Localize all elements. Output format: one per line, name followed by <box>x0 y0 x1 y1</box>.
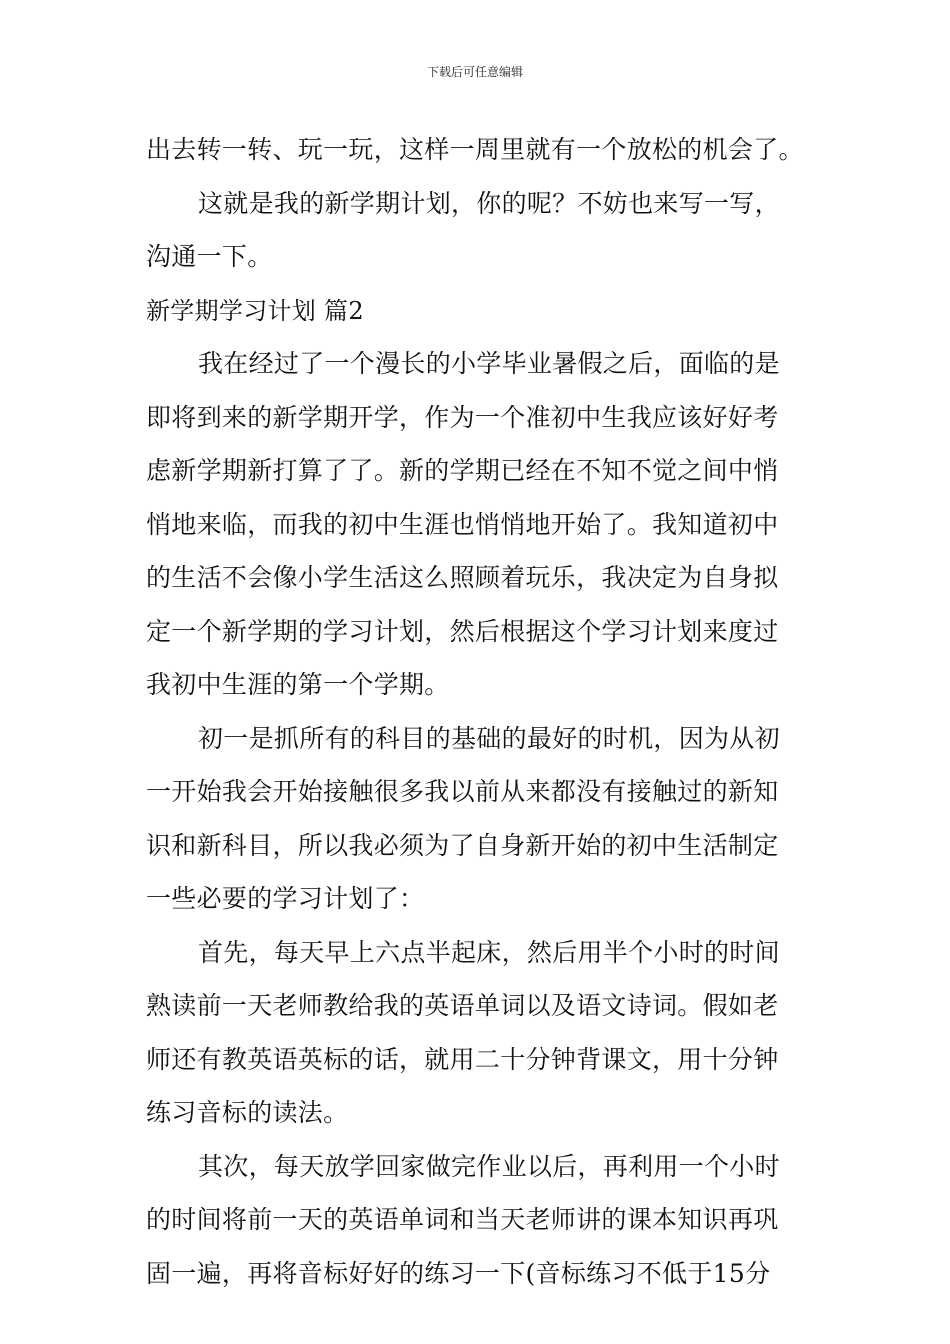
text-line: 练习音标的读法。 <box>146 1098 349 1127</box>
page-header: 下载后可任意编辑 <box>426 65 523 79</box>
text-line: 虑新学期新打算了了。新的学期已经在不知不觉之间中悄 <box>146 456 779 485</box>
text-line: 我在经过了一个漫长的小学毕业暑假之后，面临的是 <box>198 349 780 378</box>
document-body <box>146 126 810 1303</box>
text-line: 师还有教英语英标的话，就用二十分钟背课文，用十分钟 <box>146 1044 779 1074</box>
text-line: 熟读前一天老师教给我的英语单词以及语文诗词。假如老 <box>146 991 779 1020</box>
text-line: 固一遍，再将音标好好的练习一下(音标练习不低于15分 <box>146 1258 771 1288</box>
text-line: 首先，每天早上六点半起床，然后用半个小时的时间 <box>198 937 780 967</box>
text-line: 的生活不会像小学生活这么照顾着玩乐，我决定为自身拟 <box>146 563 779 592</box>
text-line: 即将到来的新学期开学，作为一个准初中生我应该好好考 <box>146 402 779 432</box>
text-line: 其次，每天放学回家做完作业以后，再利用一个小时 <box>198 1151 780 1181</box>
section-heading: 新学期学习计划 篇2 <box>146 296 364 325</box>
text-line: 定一个新学期的学习计划，然后根据这个学习计划来度过 <box>146 616 779 646</box>
text-line: 一些必要的学习计划了： <box>146 884 425 913</box>
text-line: 的时间将前一天的英语单词和当天老师讲的课本知识再巩 <box>146 1205 779 1234</box>
text-line: 出去转一转、玩一玩，这样一周里就有一个放松的机会了。 <box>146 135 804 164</box>
text-line: 识和新科目，所以我必须为了自身新开始的初中生活制定 <box>146 830 779 860</box>
text-line: 我初中生涯的第一个学期。 <box>146 670 450 699</box>
text-line: 初一是抓所有的科目的基础的最好的时机，因为从初 <box>198 723 780 753</box>
text-line: 这就是我的新学期计划，你的呢？不妨也来写一写， <box>198 188 780 218</box>
text-line: 沟通一下。 <box>146 242 273 271</box>
text-line: 一开始我会开始接触很多我以前从来都没有接触过的新知 <box>146 777 779 806</box>
text-line: 悄地来临，而我的初中生涯也悄悄地开始了。我知道初中 <box>146 509 779 539</box>
